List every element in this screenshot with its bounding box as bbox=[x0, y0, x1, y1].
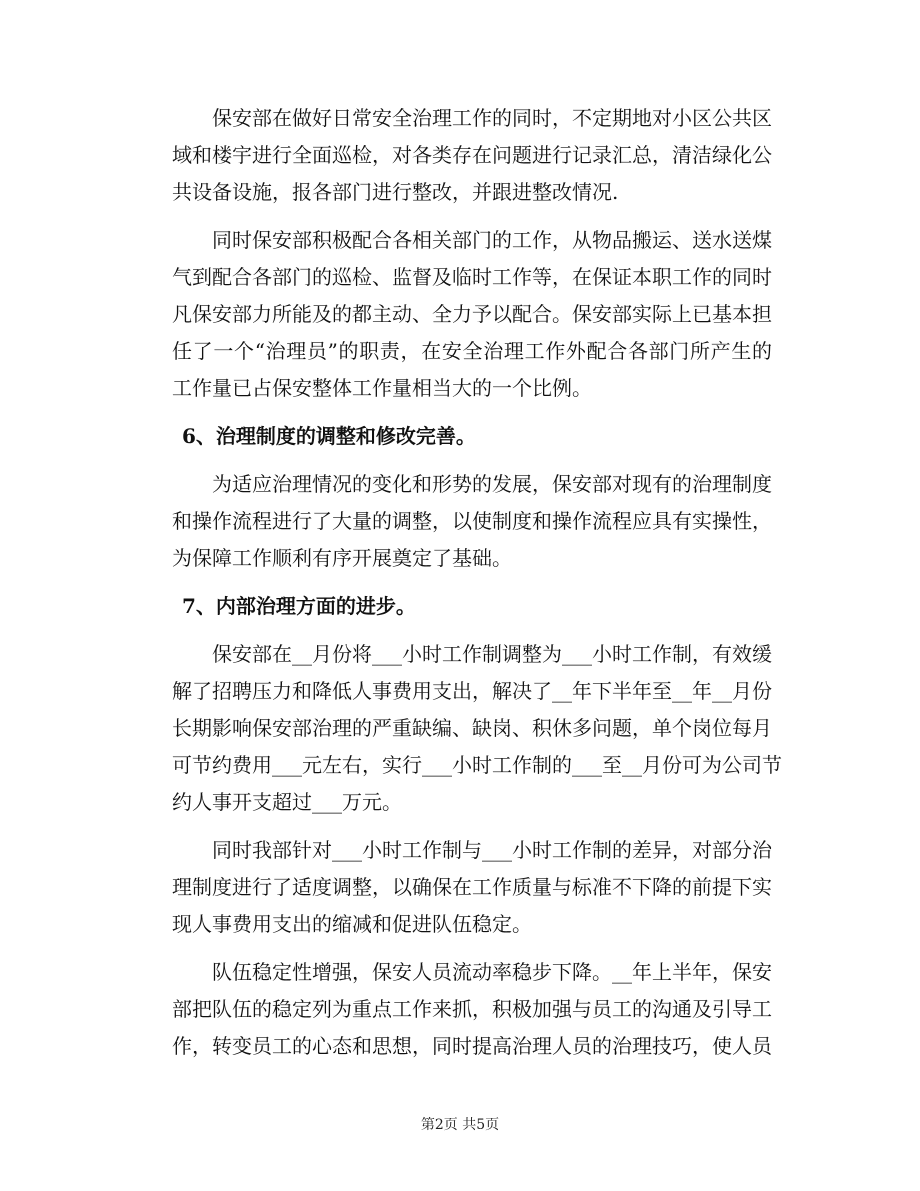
paragraph-line: 为保障工作顺利有序开展奠定了基础。 bbox=[172, 546, 512, 570]
paragraph-line: 作，转变员工的心态和思想，同时提高治理人员的治理技巧，使人员 bbox=[172, 1034, 772, 1058]
paragraph-line: 气到配合各部门的巡检、监督及临时工作等，在保证本职工作的同时 bbox=[172, 265, 772, 289]
paragraph-line: 队伍稳定性增强，保安人员流动率稳步下降。__年上半年，保安 bbox=[212, 960, 772, 984]
paragraph-line: 域和楼宇进行全面巡检，对各类存在问题进行记录汇总，清洁绿化公 bbox=[172, 143, 772, 167]
paragraph-line: 长期影响保安部治理的严重缺编、缺岗、积休多问题，单个岗位每月 bbox=[172, 716, 772, 740]
paragraph-line: 现人事费用支出的缩减和促进队伍稳定。 bbox=[172, 912, 532, 936]
paragraph-line: 共设备设施，报各部门进行整改，并跟进整改情况. bbox=[172, 180, 619, 204]
paragraph-line: 约人事开支超过___万元。 bbox=[172, 790, 402, 814]
paragraph-line: 理制度进行了适度调整，以确保在工作质量与标准不下降的前提下实 bbox=[172, 875, 772, 899]
paragraph-line: 保安部在__月份将___小时工作制调整为___小时工作制，有效缓 bbox=[212, 642, 772, 666]
section-heading: 6、治理制度的调整和修改完善。 bbox=[182, 424, 476, 448]
paragraph-line: 凡保安部力所能及的都主动、全力予以配合。保安部实际上已基本担 bbox=[172, 302, 772, 326]
paragraph-line: 部把队伍的稳定列为重点工作来抓，积极加强与员工的沟通及引导工 bbox=[172, 997, 772, 1021]
document-body bbox=[172, 100, 782, 1065]
page-number-footer: 第2页 共5页 bbox=[420, 1117, 500, 1133]
paragraph-line: 和操作流程进行了大量的调整，以使制度和操作流程应具有实操性， bbox=[172, 509, 772, 533]
paragraph-line: 可节约费用___元左右，实行___小时工作制的___至__月份可为公司节 bbox=[172, 753, 782, 777]
paragraph-line: 解了招聘压力和降低人事费用支出，解决了__年下半年至__年__月份 bbox=[172, 679, 772, 703]
paragraph-line: 同时保安部积极配合各相关部门的工作，从物品搬运、送水送煤 bbox=[212, 228, 772, 252]
paragraph-line: 任了一个“治理员”的职责，在安全治理工作外配合各部门所产生的 bbox=[172, 339, 772, 363]
paragraph-line: 保安部在做好日常安全治理工作的同时，不定期地对小区公共区 bbox=[212, 106, 772, 130]
paragraph-line: 为适应治理情况的变化和形势的发展，保安部对现有的治理制度 bbox=[212, 472, 772, 496]
paragraph-line: 同时我部针对___小时工作制与___小时工作制的差异，对部分治 bbox=[212, 838, 772, 862]
paragraph-line: 工作量已占保安整体工作量相当大的一个比例。 bbox=[172, 376, 592, 400]
section-heading: 7、内部治理方面的进步。 bbox=[182, 594, 416, 618]
